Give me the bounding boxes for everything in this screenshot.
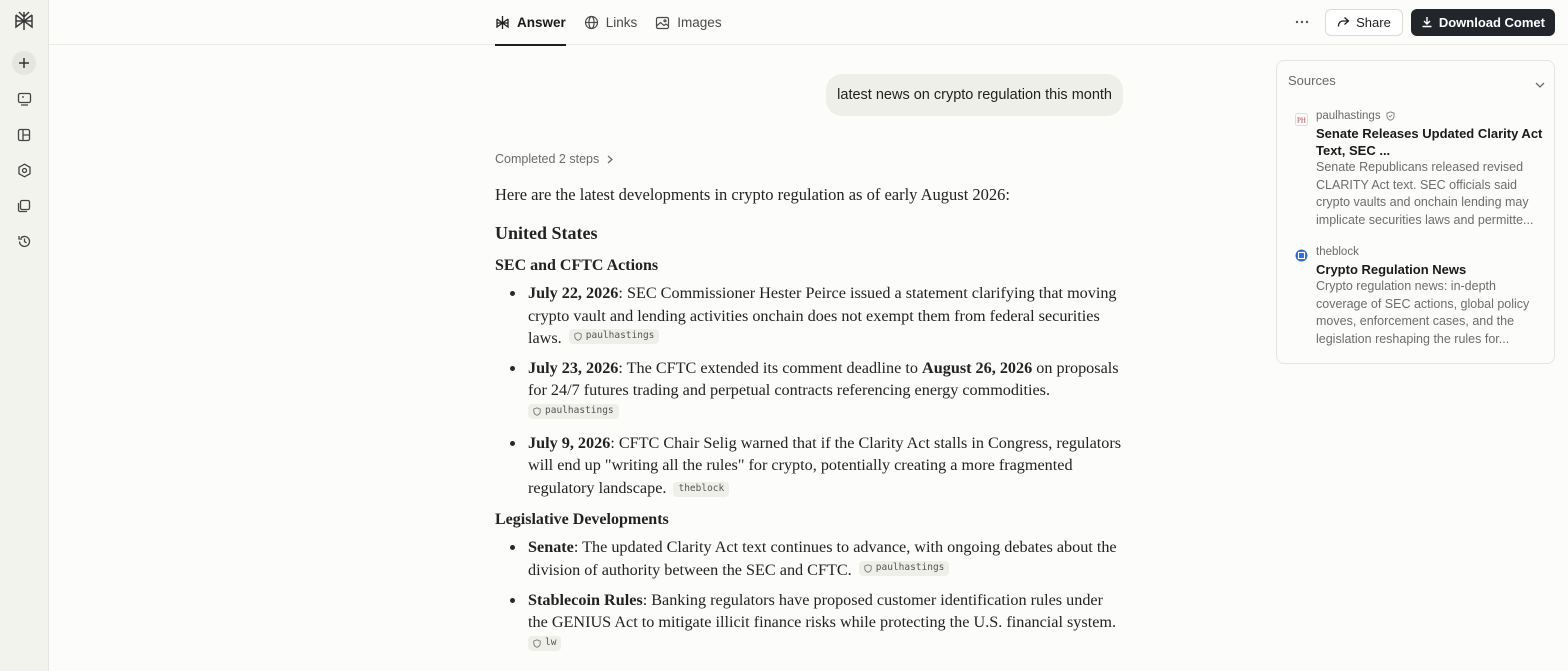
citation-chip[interactable] [528, 404, 619, 419]
history-button[interactable] [12, 229, 36, 253]
citation-source: lw [545, 636, 557, 648]
list-item [495, 589, 1125, 657]
source-site [1316, 110, 1395, 122]
shield-icon [574, 332, 582, 341]
list-item [495, 282, 1125, 350]
paulhastings-favicon-icon [1295, 113, 1308, 126]
sources-collapse-button[interactable] [1535, 75, 1545, 93]
shield-check-icon [1386, 111, 1395, 121]
result-tabs [495, 0, 740, 45]
share-button[interactable] [1325, 9, 1403, 36]
spaces-button[interactable] [12, 123, 36, 147]
top-bar [49, 0, 1568, 45]
stack-icon [17, 199, 31, 213]
discover-button[interactable] [12, 158, 36, 182]
top-actions [1287, 8, 1555, 36]
sec-cftc-list [495, 282, 1125, 499]
legislative-list [495, 536, 1125, 656]
tab-answer[interactable] [495, 0, 566, 45]
perplexity-icon [495, 15, 510, 30]
download-comet-button[interactable] [1411, 9, 1555, 36]
steps-label: Completed 2 steps [495, 152, 600, 166]
item-topic: Senate [528, 538, 574, 557]
item-text: : SEC Commissioner Hester Peirce issued a statement clarifying that moving crypto vault and lending activities onchain does not exempt them from federal securities laws. [528, 284, 1117, 348]
sources-panel [1276, 60, 1555, 364]
item-text: : CFTC Chair Selig warned that if the Clarity Act stalls in Congress, regulators will end up "writing all the rules" for crypto, potentially creating a more fragmented regulatory landscape. [528, 433, 1122, 497]
download-icon [1421, 16, 1433, 28]
monitor-icon [17, 92, 32, 106]
section-heading-us: United States [495, 223, 598, 243]
theblock-favicon-icon [1295, 249, 1308, 262]
item-text: on proposals for 24/7 futures trading and perpetual contracts referencing energy commodities. [528, 358, 1119, 400]
new-thread-button[interactable] [12, 51, 36, 75]
source-card-paulhastings[interactable] [1295, 110, 1542, 240]
item-text: : The updated Clarity Act text continues to advance, with ongoing debates about the division of authority between the SEC and CFTC. [528, 538, 1117, 579]
tab-answer-label: Answer [517, 15, 566, 30]
list-item [495, 432, 1125, 500]
ellipsis-icon [1295, 20, 1309, 24]
item-date: July 22, 2026 [528, 284, 619, 302]
answer-body [495, 184, 1125, 663]
image-icon [655, 16, 670, 30]
globe-icon [584, 15, 599, 30]
shield-icon [533, 639, 541, 648]
tab-links[interactable] [584, 0, 638, 45]
list-item [495, 536, 1125, 581]
item-topic: Stablecoin Rules [528, 590, 643, 609]
layout-icon [17, 128, 31, 142]
user-query-text: latest news on crypto regulation this month [837, 87, 1112, 103]
source-site [1316, 246, 1359, 258]
item-date: July 9, 2026 [528, 433, 611, 452]
item-text: : Banking regulators have proposed customer identification rules under the GENIUS Act to mitigate illicit finance risks while protecting the U.S. financial system. [528, 590, 1117, 632]
chevron-right-icon [607, 155, 613, 164]
citation-source: paulhastings [585, 330, 655, 342]
tab-links-label: Links [605, 15, 638, 30]
history-icon [17, 234, 32, 249]
subheading-sec-cftc: SEC and CFTC Actions [495, 257, 659, 274]
share-icon [1337, 16, 1350, 28]
shield-icon [864, 564, 872, 573]
subheading-legislative: Legislative Developments [495, 511, 669, 529]
user-query-bubble [826, 74, 1123, 116]
citation-source: paulhastings [875, 562, 945, 574]
share-label: Share [1356, 14, 1391, 30]
left-rail [0, 0, 49, 671]
chevron-down-icon [1535, 82, 1545, 88]
hexagon-icon [17, 163, 32, 178]
list-item [495, 357, 1125, 425]
source-site-name: theblock [1316, 246, 1359, 258]
source-snippet: Crypto regulation news: in-depth coverage of SEC actions, global policy moves, enforcement cases, and the legislation reshaping the rules for... [1316, 279, 1530, 346]
citation-source: theblock [678, 482, 725, 494]
citation-chip[interactable] [569, 329, 660, 344]
source-snippet: Senate Republicans released revised CLARITY Act text. SEC officials said crypto vaults and onchain lending may implicate securities laws and permitte... [1316, 160, 1534, 227]
sources-heading: Sources [1288, 73, 1336, 88]
shield-icon [533, 407, 541, 416]
item-text: : The CFTC extended its comment deadline to [618, 358, 923, 377]
plus-icon [17, 56, 31, 70]
download-label: Download Comet [1438, 14, 1545, 30]
completed-steps-toggle[interactable] [495, 152, 613, 166]
citation-chip[interactable] [673, 482, 729, 497]
tab-images-label: Images [677, 15, 722, 30]
source-title: Crypto Regulation News [1316, 262, 1467, 277]
item-date: July 23, 2026 [528, 358, 619, 377]
library-button[interactable] [12, 194, 36, 218]
home-button[interactable] [12, 87, 36, 111]
source-card-theblock[interactable] [1295, 246, 1542, 350]
tab-images[interactable] [655, 0, 721, 45]
svg-text:PH: PH [1297, 116, 1306, 125]
citation-source: paulhastings [545, 405, 614, 417]
citation-chip[interactable] [859, 561, 950, 576]
source-title: Senate Releases Updated Clarity Act Text, SEC ... [1316, 126, 1543, 158]
item-deadline: August 26, 2026 [922, 358, 1033, 377]
more-options-button[interactable] [1287, 8, 1317, 36]
source-site-name: paulhastings [1316, 110, 1381, 122]
perplexity-logo-icon[interactable] [13, 10, 35, 32]
citation-chip[interactable] [528, 636, 561, 651]
answer-intro: Here are the latest developments in crypto regulation as of early August 2026: [495, 185, 1011, 204]
